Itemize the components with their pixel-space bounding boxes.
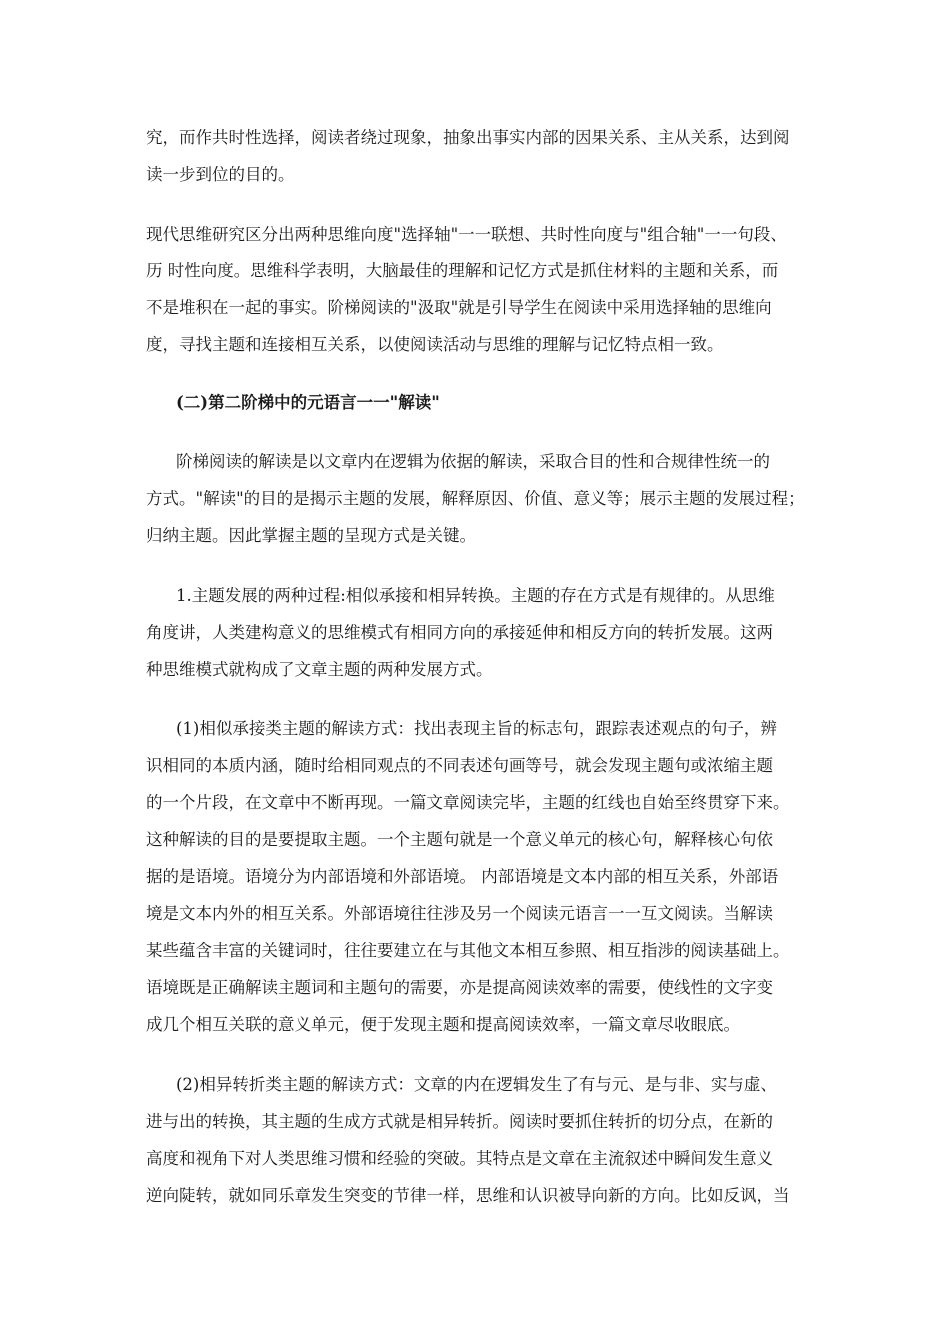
text-run: 某些蕴含丰富的关键词时，往往要建立在与其他文本相互参照、相互指涉的阅读基础上。: [146, 941, 790, 960]
text-run: 方式。"解读"的目的是揭示主题的发展，解释原因、价值、意义等；展示主题的发展过程；: [146, 489, 805, 508]
text-run: 读一步到位的目的。: [146, 165, 295, 184]
text-run: 种思维模式就构成了文章主题的两种发展方式。: [146, 660, 493, 679]
text-run: 度，寻找主题和连接相互关系，以使阅读活动与思维的理解与记忆特点相一致。: [146, 335, 724, 354]
text-run: 不是堆积在一起的事实。阶梯阅读的"汲取"就是引导学生在阅读中采用选择轴的思维向: [146, 298, 772, 317]
text-run: 成几个相互关联的意义单元，便于发现主题和提高阅读效率，一篇文章尽收眼底。: [146, 1015, 740, 1034]
text-run: 现代思维研究区分出两种思维向度"选择轴"一一联想、共时性向度与"组合轴"一一句段、: [146, 225, 787, 244]
text-run: (二)第二阶梯中的元语言一一"解读": [176, 393, 440, 412]
text-run: 的一个片段，在文章中不断再现。一篇文章阅读完毕，主题的红线也自始至终贯穿下来。: [146, 793, 790, 812]
text-run: 高度和视角下对人类思维习惯和经验的突破。其特点是文章在主流叙述中瞬间发生意义: [146, 1149, 773, 1168]
text-run: 境是文本内外的相互关系。外部语境往往涉及另一个阅读元语言一一互文阅读。当解读: [146, 904, 773, 923]
text-run: 这种解读的目的是要提取主题。一个主题句就是一个意义单元的核心句，解释核心句依: [146, 830, 773, 849]
text-run: 逆向陡转，就如同乐章发生突变的节律一样，思维和认识被导向新的方向。比如反讽，当: [146, 1186, 790, 1205]
text-run: 语境既是正确解读主题词和主题句的需要，亦是提高阅读效率的需要，使线性的文字变: [146, 978, 773, 997]
text-run: 阶梯阅读的解读是以文章内在逻辑为依据的解读，采取合目的性和合规律性统一的: [176, 452, 770, 471]
text-run: 据的是语境。语境分为内部语境和外部语境。 内部语境是文本内部的相互关系，外部语: [146, 867, 779, 886]
text-run: 识相同的本质内涵，随时给相同观点的不同表述句画等号，就会发现主题句或浓缩主题: [146, 756, 773, 775]
text-run: 进与出的转换，其主题的生成方式就是相异转折。阅读时要抓住转折的切分点，在新的: [146, 1112, 773, 1131]
text-run: 1.主题发展的两种过程:相似承接和相异转换。主题的存在方式是有规律的。从思维: [176, 586, 775, 605]
text-run: 角度讲，人类建构意义的思维模式有相同方向的承接延伸和相反方向的转折发展。这两: [146, 623, 773, 642]
text-run: (2)相异转折类主题的解读方式：文章的内在逻辑发生了有与元、是与非、实与虚、: [176, 1075, 777, 1094]
text-run: 归纳主题。因此掌握主题的呈现方式是关键。: [146, 526, 476, 545]
text-run: (1)相似承接类主题的解读方式：找出表现主旨的标志句，跟踪表述观点的句子，辨: [176, 719, 777, 738]
text-run: 究，而作共时性选择，阅读者绕过现象，抽象出事实内部的因果关系、主从关系，达到阅: [146, 128, 790, 147]
text-run: 历 时性向度。思维科学表明，大脑最佳的理解和记忆方式是抓住材料的主题和关系，而: [146, 261, 779, 280]
